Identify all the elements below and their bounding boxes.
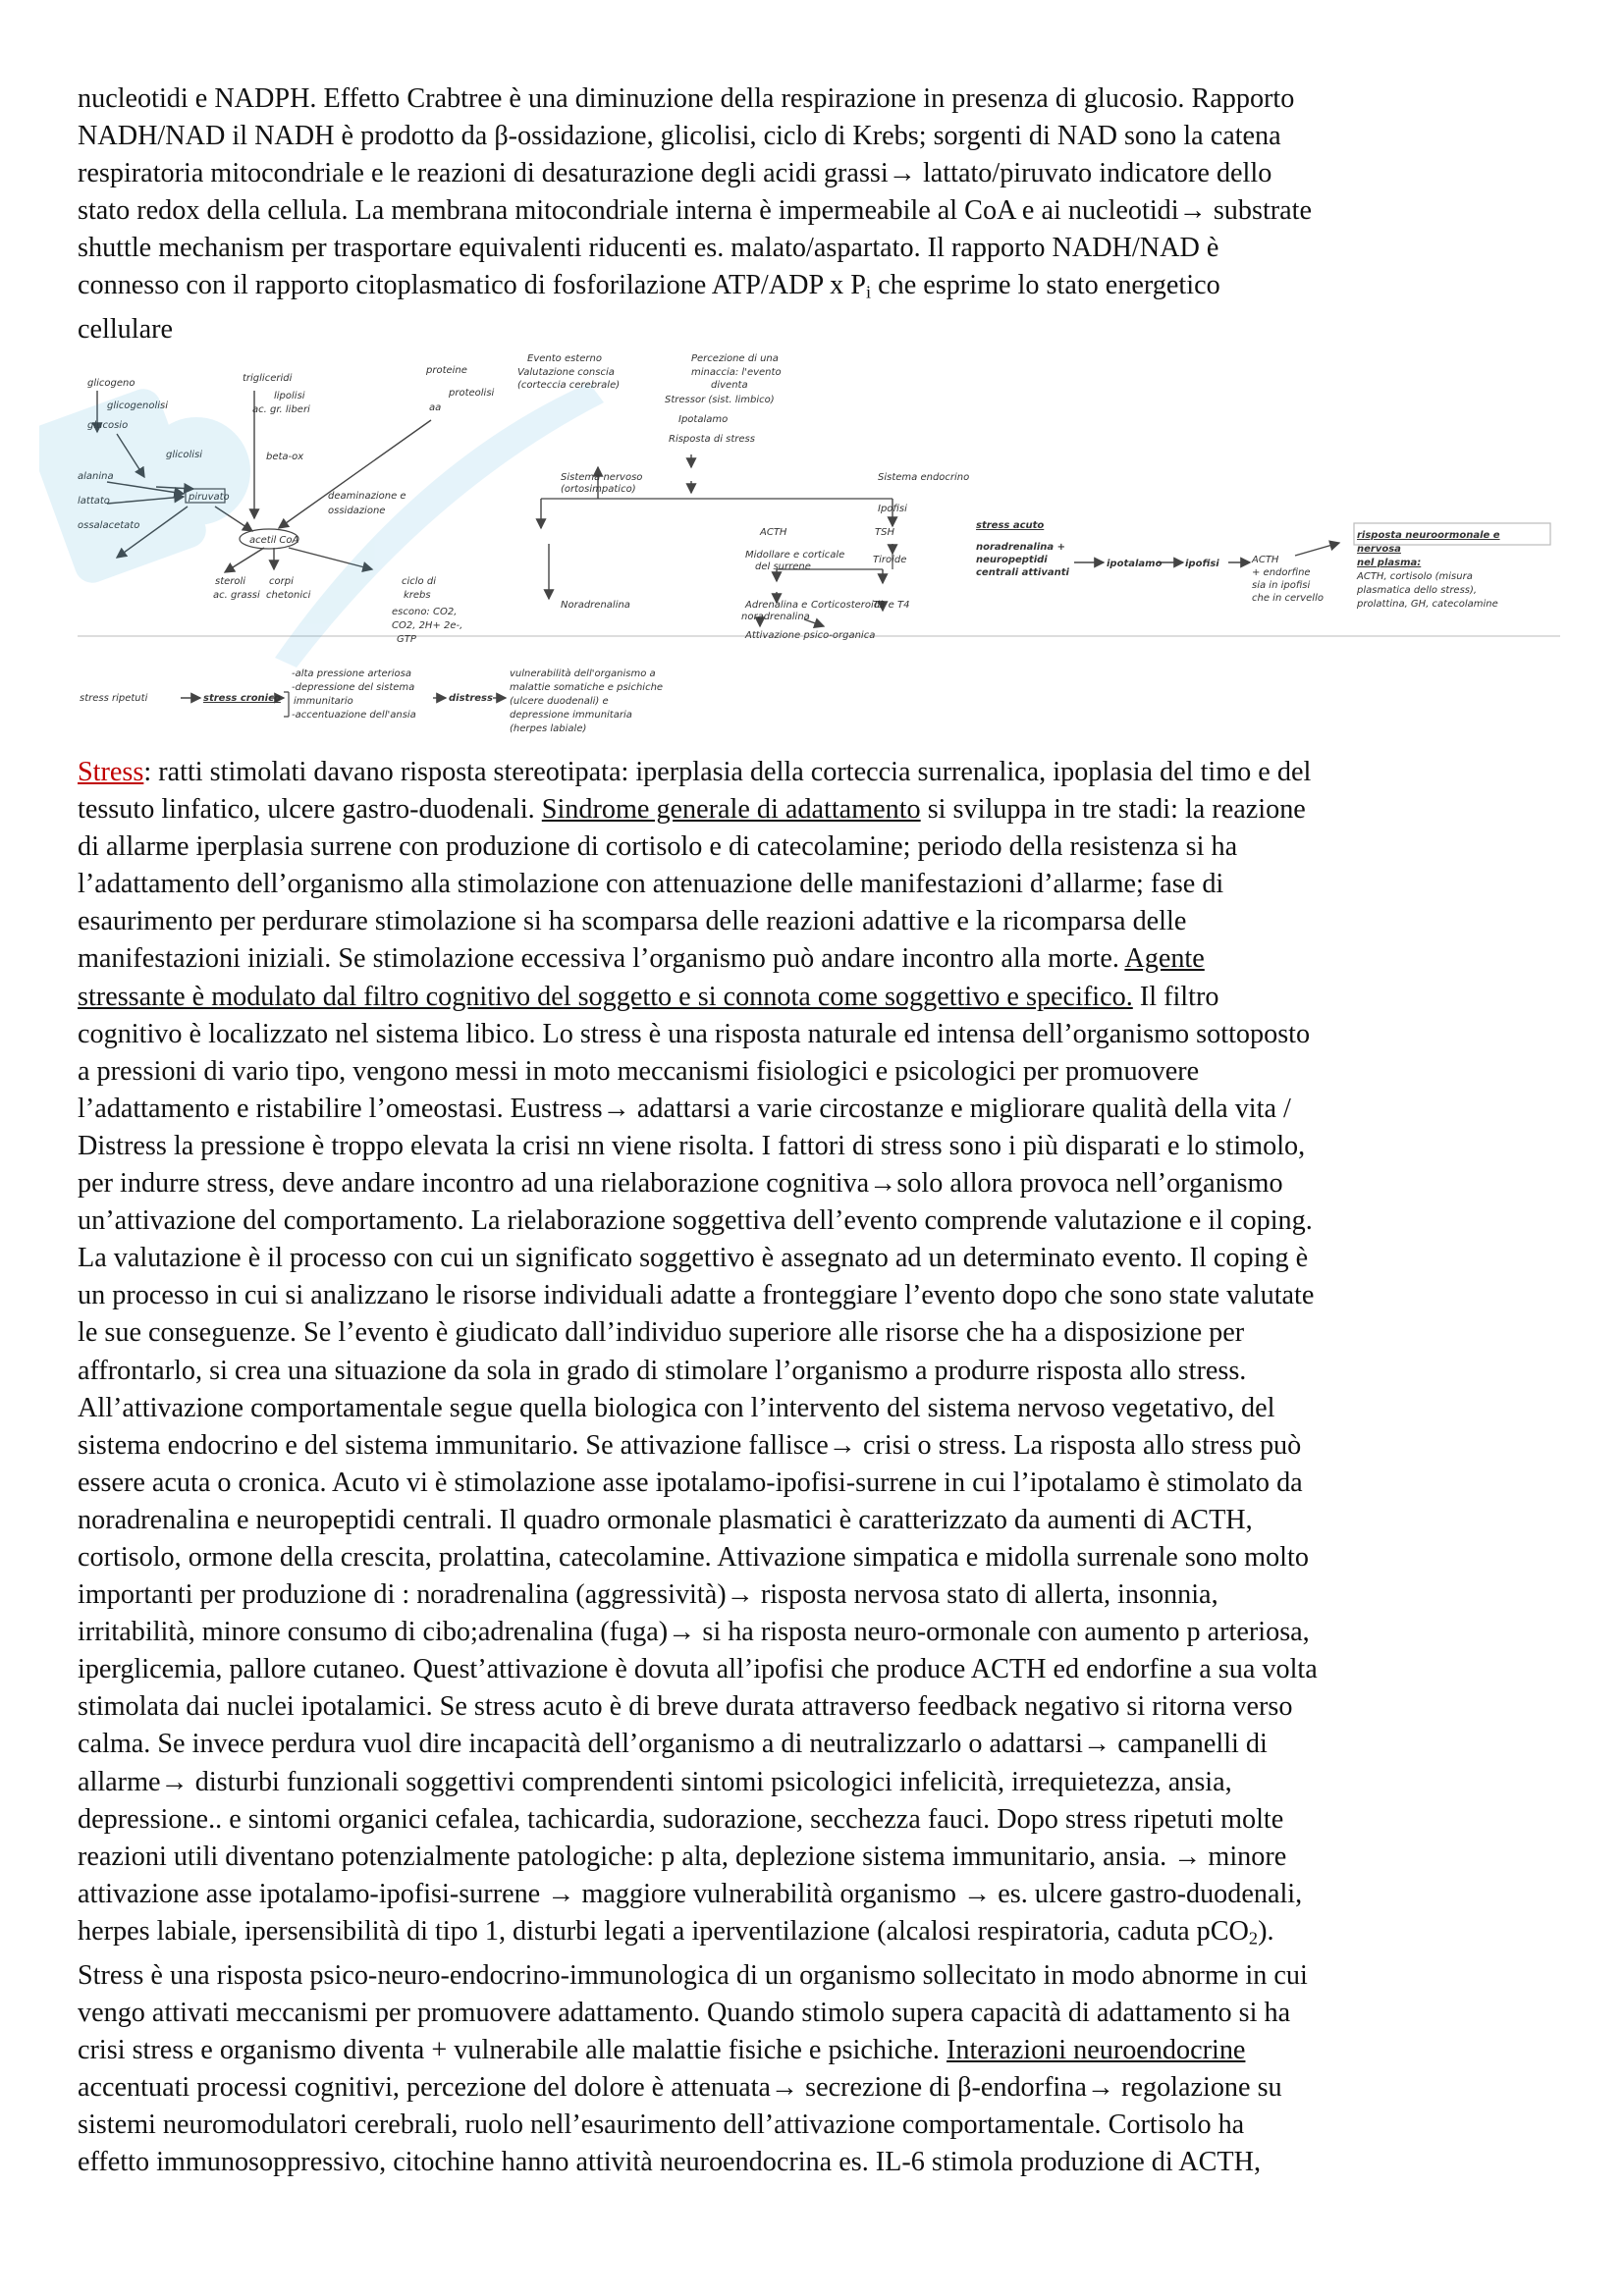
diagram-label: TSH [875,527,894,538]
text-segment: che esprime lo stato energetico [871,270,1220,301]
text-line: cellulare [78,314,174,346]
diagram-label: proteine [426,365,467,376]
text-line [78,979,1558,1016]
diagram-label: -alta pressione arteriosa [292,668,411,679]
diagram-label: GTP [397,634,416,645]
diagram-label: ACTH [1252,555,1279,565]
text-segment: si sviluppa in tre stadi: la reazione [920,794,1306,826]
diagram-label: ipotalamo [1107,559,1163,569]
diagram-label: (ulcere duodenali) e [510,696,609,707]
diagram-label: che in cervello [1252,593,1324,604]
diagram-label: Valutazione conscia [517,367,615,378]
text-line: All’attivazione comportamentale segue quella biologica con l’intervento del sistema nervoso vegetativo, del [78,1392,1275,1423]
text-line: allarme→ disturbi funzionali soggettivi comprendenti sintomi psicologici infelicità, irrequietezza, ansia, [78,1766,1232,1797]
diagram-label: chetonici [266,590,311,601]
diagram-label: (herpes labiale) [510,723,587,734]
text-line: irritabilità, minore consumo di cibo;adrenalina (fuga)→ si ha risposta neuro-ormonale con aumento p arteriosa, [78,1617,1310,1648]
diagram-label: corpi [269,576,294,587]
text-line [78,2032,1558,2069]
text-line: l’adattamento e ristabilire l’omeostasi. Eustress→ adattarsi a varie circostanze e migliorare qualità della vita / [78,1093,1291,1124]
diagram-label: lattato [78,496,110,507]
text-line: reazioni utili diventano potenzialmente patologiche: p alta, deplezione sistema immunitario, ansia. → minore [78,1841,1287,1872]
text-segment: : ratti stimolati davano risposta stereotipata: iperplasia della corteccia surrenalica, ipoplasia del timo e del [143,757,1312,787]
diagram-label: Ipotalamo [678,414,729,425]
underlined-term: stressante è modulato dal filtro cognitivo del soggetto e si connota come soggettivo e specifico. [78,981,1133,1012]
underlined-term: Interazioni neuroendocrine [947,2034,1246,2065]
text-line: sistemi neuromodulatori cerebrali, ruolo nell’esaurimento dell’attivazione comportamentale. Cortisolo ha [78,2109,1245,2140]
diagram-label: ACTH [760,527,787,538]
text-line: di allarme iperplasia surrene con produzione di cortisolo e di catecolamine; periodo della resistenza si ha [78,831,1238,863]
diagram-label: noradrenalina + [976,542,1065,553]
text-line: NADH/NAD il NADH è prodotto da β-ossidazione, glicolisi, ciclo di Krebs; sorgenti di NAD sono la catena [78,121,1281,152]
text-line: cortisolo, ormone della crescita, prolattina, catecolamine. Attivazione simpatica e midolla surrenale sono molto [78,1541,1309,1573]
text-line: affrontarlo, si crea una situazione da sola in grado di stimolare l’organismo a produrre risposta allo stress. [78,1355,1247,1386]
diagram-label: Sistema endocrino [878,472,970,483]
diagram-label: steroli [215,576,246,587]
diagram-label: glicogenolisi [107,400,169,411]
text-line: shuttle mechanism per trasportare equivalenti riducenti es. malato/aspartato. Il rapporto NADH/NAD è [78,233,1219,264]
text-line: noradrenalina e neuropeptidi centrali. Il quadro ormonale plasmatici è caratterizzato da aumenti di ACTH, [78,1504,1253,1535]
text-line: La valutazione è il processo con cui un significato soggettivo è assegnato ad un determinato evento. Il coping è [78,1243,1309,1274]
stress-paragraph [78,754,1558,2181]
diagram-label: Attivazione psico-organica [745,630,876,641]
text-segment: crisi stress e organismo diventa + vulnerabile alle malattie fisiche e psichiche. [78,2034,947,2065]
diagram-label: lipolisi [274,391,305,401]
text-line: cognitivo è localizzato nel sistema libico. Lo stress è una risposta naturale ed intensa dell’organismo sottoposto [78,1018,1311,1049]
diagram-label: glicogeno [87,378,135,389]
underlined-term: Sindrome generale di adattamento [541,794,921,826]
diagram-label: piruvato [189,492,230,503]
diagram-label: vulnerabilità dell'organismo a [510,668,656,679]
diagram-label: ipofisi [1185,559,1219,569]
diagram-label: Stressor (sist. limbico) [665,395,775,405]
diagram-label: nervosa [1357,544,1401,555]
diagram-label: ossidazione [328,506,386,516]
diagram-label: proteolisi [449,388,495,399]
diagram-label: noradrenalina [741,612,810,622]
diagram-label: Risposta di stress [669,434,755,445]
text-line [78,1913,1558,1957]
diagram-label: glucosio [87,420,129,431]
diagram-label: escono: CO2, [392,607,458,617]
diagram-label: aa [429,402,442,413]
acute-stress-diagram [976,520,1500,610]
text-line: calma. Se invece perdura vuol dire incapacità dell’organismo a di neutralizzarlo o adattarsi→ campanelli di [78,1729,1268,1760]
text-line: a pressioni di vario tipo, vengono messi in moto meccanismi fisiologici e psicologici per promuovere [78,1055,1200,1087]
diagram-label: distress [449,693,493,704]
diagram-label: stress acuto [976,520,1045,531]
text-line [78,267,1558,311]
diagram-label: Tiroide [873,555,907,565]
diagram-label: depressione immunitaria [510,710,632,721]
diagram-label: stress ripetuti [80,693,148,704]
text-line: sistema endocrino e del sistema immunitario. Se attivazione fallisce→ crisi o stress. La risposta allo stress può [78,1429,1302,1461]
diagram-label: Sistema nervoso [561,472,643,483]
diagram-label: Noradrenalina [561,600,630,611]
diagram-label: ACTH, cortisolo (misura [1357,571,1473,582]
diagram-label: ac. gr. liberi [252,404,310,415]
intro-paragraph [78,80,1558,348]
diagrams-figure [78,351,1560,746]
subscript: i [865,283,872,303]
stress-response-diagram [517,353,969,641]
underlined-term: Agente [1124,943,1205,975]
diagram-label: minaccia: l'evento [691,367,782,378]
diagram-label: Adrenalina e [745,600,808,611]
text-line: nucleotidi e NADPH. Effetto Crabtree è una diminuzione della respirazione in presenza di glucosio. Rapporto [78,83,1295,114]
text-line [78,940,1558,978]
text-line: stato redox della cellula. La membrana mitocondriale interna è impermeabile al CoA e ai nucleotidi→ substrate [78,195,1313,227]
chronic-stress-diagram [80,667,663,734]
text-line: un’attivazione del comportamento. La rielaborazione soggettiva dell’evento comprende valutazione e il coping. [78,1205,1313,1237]
diagram-label: neuropeptidi [976,555,1048,565]
text-segment: Il filtro [1132,981,1219,1012]
text-line: depressione.. e sintomi organici cefalea, tachicardia, sudorazione, secchezza fauci. Dopo stress ripetuti molte [78,1803,1284,1835]
text-segment: ). [1258,1915,1274,1947]
diagram-label: trigliceridi [243,373,293,384]
metabolism-diagram [78,365,495,645]
text-segment: connesso con il rapporto citoplasmatico di fosforilazione ATP/ADP x P [78,270,866,301]
diagram-label: -depressione del sistema [292,682,415,693]
diagram-label: Ipofisi [878,504,907,514]
diagram-label: sia in ipofisi [1252,580,1311,591]
text-line: effetto immunosoppressivo, citochine hanno attività neuroendocrina es. IL-6 stimola produzione di ACTH, [78,2147,1262,2178]
diagram-label: CO2, 2H+ 2e-, [392,620,463,631]
text-line: attivazione asse ipotalamo-ipofisi-surrene → maggiore vulnerabilità organismo → es. ulcere gastro-duodenali, [78,1878,1303,1909]
diagram-label: Corticosteroidi [811,600,883,611]
diagram-label: plasmatica dello stress), [1357,585,1478,596]
diagram-label: acetil CoA [249,535,299,546]
diagram-label: ciclo di [402,576,436,587]
diagram-label: (corteccia cerebrale) [517,380,621,391]
diagram-label: alanina [78,471,114,482]
text-line: Distress la pressione è troppo elevata la crisi nn viene risolta. I fattori di stress sono i più disparati e lo stimolo, [78,1130,1306,1161]
text-line: respiratoria mitocondriale e le reazioni di desaturazione degli acidi grassi→ lattato/piruvato indicatore dello [78,158,1272,189]
text-segment: herpes labiale, ipersensibilità di tipo 1, disturbi legati a iperventilazione (alcalosi respiratoria, caduta pCO [78,1915,1249,1947]
text-line [78,791,1558,828]
text-line: Stress è una risposta psico-neuro-endocrino-immunologica di un organismo sollecitato in modo abnorme in cui [78,1959,1308,1991]
diagram-label: stress cronico [203,693,281,704]
diagram-label: beta-ox [266,452,304,462]
text-line: esaurimento per perdurare stimolazione si ha scomparsa delle reazioni adattive e la ricomparsa delle [78,906,1187,937]
diagram-label: nel plasma: [1357,558,1422,568]
subscript: 2 [1248,1928,1259,1949]
text-line: accentuati processi cognitivi, percezione del dolore è attenuata→ secrezione di β-endorfina→ regolazione su [78,2071,1282,2103]
diagram-label: diventa [711,380,748,391]
diagram-label: -accentuazione dell'ansia [292,710,416,721]
diagram-label: ac. grassi [213,590,260,601]
text-line: stimolata dai nuclei ipotalamici. Se stress acuto è di breve durata attraverso feedback negativo si ritorna verso [78,1691,1293,1723]
text-line: l’adattamento dell’organismo alla stimolazione con attenuazione delle manifestazioni d’allarme; fase di [78,869,1224,900]
text-line: iperglicemia, pallore cutaneo. Quest’attivazione è dovuta all’ipofisi che produce ACTH ed endorfine a sua volta [78,1654,1318,1685]
text-line: un processo in cui si analizzano le risorse individuali adatte a fronteggiare l’evento dopo che sono state valutate [78,1280,1315,1311]
diagram-label: immunitario [294,696,353,707]
diagram-label: T3 e T4 [873,600,910,611]
diagram-label: centrali attivanti [976,567,1069,578]
diagram-label: del surrene [755,561,811,572]
text-line: per indurre stress, deve andare incontro ad una rielaborazione cognitiva→solo allora provoca nell’organismo [78,1168,1283,1200]
text-line: essere acuta o cronica. Acuto vi è stimolazione asse ipotalamo-ipofisi-surrene in cui l’ipotalamo è stimolato da [78,1467,1303,1498]
text-segment: manifestazioni iniziali. Se stimolazione eccessiva l’organismo può andare incontro alla morte. [78,943,1125,975]
diagram-label: glicolisi [166,450,203,460]
diagram-label: deaminazione e [328,491,406,502]
text-segment: tessuto linfatico, ulcere gastro-duodenali. [78,794,542,826]
diagram-label: risposta neuroormonale e [1357,530,1500,541]
diagram-label: krebs [404,590,431,601]
text-line [78,754,1558,791]
text-line: vengo attivati meccanismi per promuovere adattamento. Quando stimolo supera capacità di adattamento si ha [78,1997,1291,2028]
diagram-label: Midollare e corticale [745,550,845,561]
diagram-label: ossalacetato [78,520,140,531]
diagram-label: malattie somatiche e psichiche [510,682,664,693]
diagram-label: Percezione di una [691,353,779,364]
stress-heading: Stress [78,757,144,787]
diagram-label: prolattina, GH, catecolamine [1357,599,1498,610]
text-line: importanti per produzione di : noradrenalina (aggressività)→ risposta nervosa stato di allerta, insonnia, [78,1579,1218,1611]
diagram-label: Evento esterno [527,353,602,364]
text-line: le sue conseguenze. Se l’evento è giudicato dall’individuo superiore alle risorse che ha a disposizione per [78,1317,1245,1349]
diagram-label: + endorfine [1252,567,1311,578]
diagram-label: (ortosimpatico) [561,484,636,495]
